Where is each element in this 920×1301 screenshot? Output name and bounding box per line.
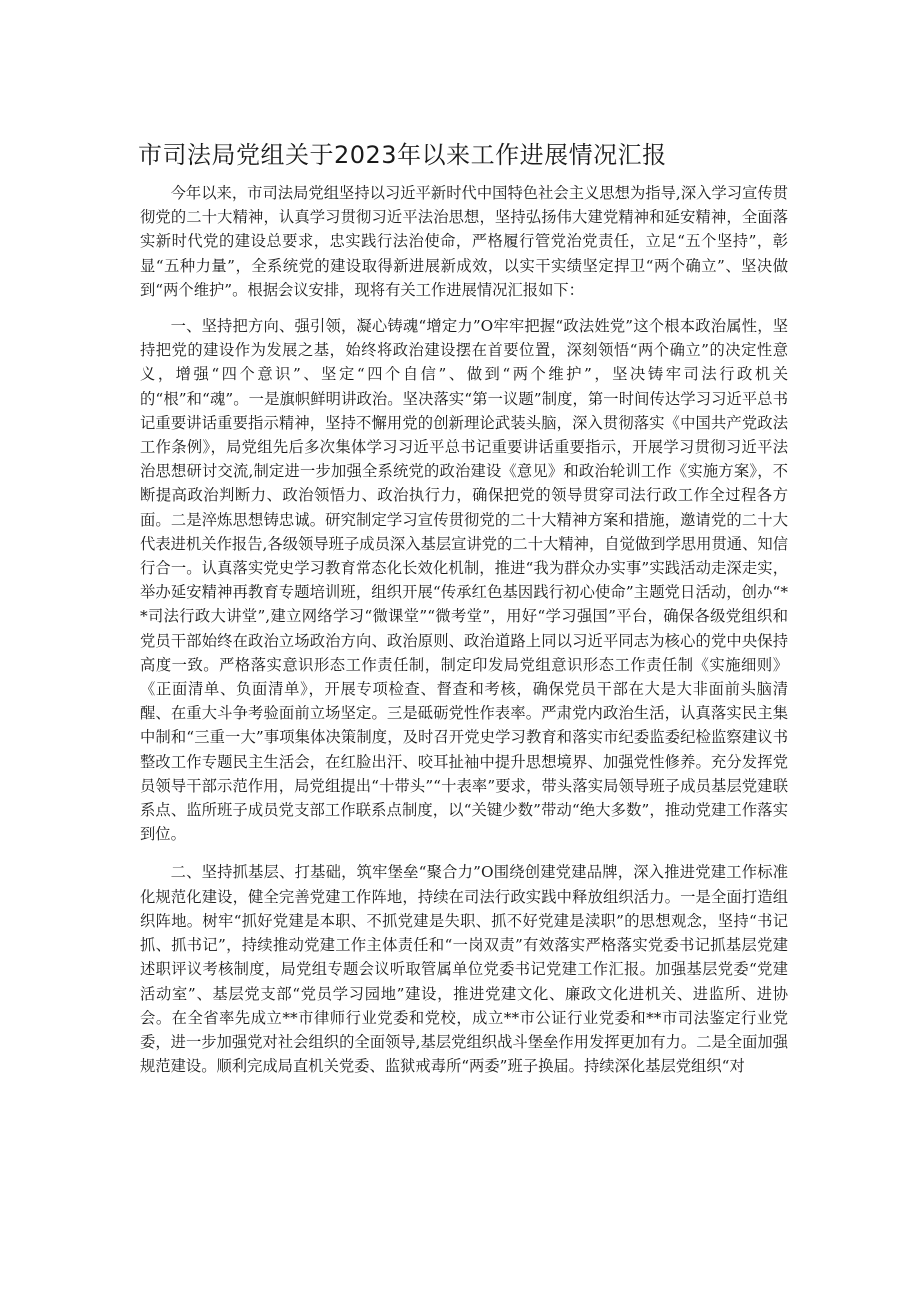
paragraph-section-two: 二、坚持抓基层、打基础，筑牢堡垒“聚合力”O围绕创建党建品牌，深入推进党建工作标准化规范化建设，健全完善党建工作阵地，持续在司法行政实践中释放组织活力。一是全面打造组织阵地。树牢“抓好党建是本职、不抓党建是失职、抓不好党建是渎职”的思想观念，坚持“书记抓、抓书记”，持续推动党建工作主体责任和“一岗双责”有效落实严格落实党委书记抓基层党建述职评议考核制度，局党组专题会议听取管属单位党委书记党建工作汇报。加强基层党委“党建活动室”、基层党支部“党员学习园地”建设，推进党建文化、廉政文化进机关、进监所、进协会。在全省率先成立**市律师行业党委和党校，成立**市公证行业党委和**市司法鉴定行业党委，进一步加强党对社会组织的全面领导,基层党组织战斗堡垒作用发挥更加有力。二是全面加强规范建设。顺利完成局直机关党委、监狱戒毒所“两委”班子换届。持续深化基层党组织“对	[140, 863, 788, 1076]
paragraph-intro: 今年以来，市司法局党组坚持以习近平新时代中国特色社会主义思想为指导,深入学习宣传贯彻党的二十大精神，认真学习贯彻习近平法治思想，坚持弘扬伟大建党精神和延安精神，全面落实新时代党的建设总要求，忠实践行法治使命，严格履行管党治党责任，立足“五个坚持”，彰显“五种力量”，全系统党的建设取得新进展新成效，以实干实绩坚定捍卫“两个确立”、坚决做到“两个维护”。根据会议安排，现将有关工作进展情况汇报如下：	[140, 184, 788, 299]
paragraph-section-one: 一、坚持把方向、强引领，凝心铸魂“增定力”O牢牢把握“政法姓党”这个根本政治属性，坚持把党的建设作为发展之基，始终将政治建设摆在首要位置，深刻领悟“两个确立”的决定性意义，增强“四个意识”、坚定“四个自信”、做到“两个维护”，坚决铸牢司法行政机关的“根”和“魂”。一是旗帜鲜明讲政治。坚决落实“第一议题”制度，第一时间传达学习习近平总书记重要讲话重要指示精神，坚持不懈用党的创新理论武装头脑，深入贯彻落实《中国共产党政法工作条例》，局党组先后多次集体学习习近平总书记重要讲话重要指示，开展学习贯彻习近平法治思想研讨交流,制定进一步加强全系统党的政治建设《意见》和政治轮训工作《实施方案》，不断提高政治判断力、政治领悟力、政治执行力，确保把党的领导贯穿司法行政工作全过程各方面。二是淬炼思想铸忠诚。研究制定学习宣传贯彻党的二十大精神方案和措施，邀请党的二十大代表进机关作报告,各级领导班子成员深入基层宣讲党的二十大精神，自觉做到学思用贯通、知信行合一。认真落实党史学习教育常态化长效化机制，推进“我为群众办实事”实践活动走深走实，举办延安精神再教育专题培训班，组织开展“传承红色基因践行初心使命”主题党日活动，创办“**司法行政大讲堂”,建立网络学习“微课堂”“微考堂”，用好“学习强国”平台，确保各级党组织和党员干部始终在政治立场政治方向、政治原则、政治道路上同以习近平同志为核心的党中央保持高度一致。严格落实意识形态工作责任制，制定印发局党组意识形态工作责任制《实施细则》《正面清单、负面清单》，开展专项检查、督查和考核，确保党员干部在大是大非面前头脑清醒、在重大斗争考验面前立场坚定。三是砥砺党性作表率。严肃党内政治生活，认真落实民主集中制和“三重一大”事项集体决策制度，及时召开党史学习教育和落实市纪委监委纪检监察建议书整改工作专题民主生活会，在红脸出汗、咬耳扯袖中提升思想境界、加强党性修养。充分发挥党员领导干部示范作用，局党组提出“十带头”“十表率”要求，带头落实局领导班子成员基层党建联系点、监所班子成员党支部工作联系点制度，以“关键少数”带动“绝大多数”，推动党建工作落实到位。	[140, 317, 788, 844]
document-title: 市司法局党组关于2023年以来工作进展情况汇报	[138, 141, 667, 169]
document-body	[140, 181, 788, 1078]
